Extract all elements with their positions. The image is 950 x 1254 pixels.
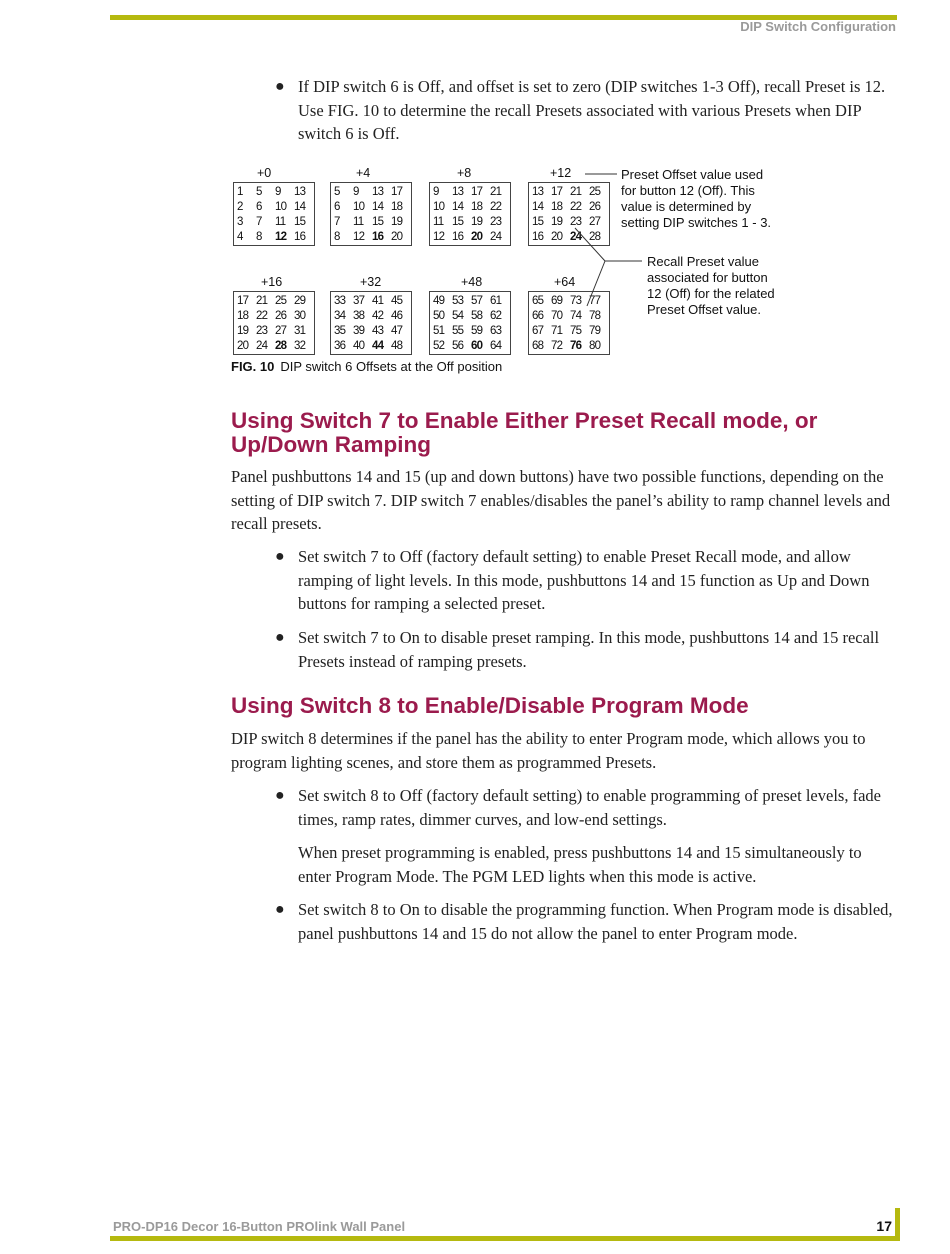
grid-cell: 53 [452, 295, 464, 307]
grid-cell: 24 [490, 231, 502, 243]
section8-bullet-1-note: When preset programming is enabled, press pushbuttons 14 and 15 simultaneously to enter Program Mode. The PGM LED lights when this mode is active. [298, 843, 862, 886]
bullet-icon: ● [275, 78, 285, 95]
grid-cell: 19 [237, 325, 249, 337]
grid-cell: 16 [452, 231, 464, 243]
grid-cell: 10 [433, 201, 445, 213]
grid-cell: 22 [490, 201, 502, 213]
grid-cell: 5 [256, 186, 262, 198]
offset-label: +32 [360, 275, 382, 289]
grid-cell: 70 [551, 310, 563, 322]
grid-cell: 66 [532, 310, 544, 322]
section8-bullet-2-text: Set switch 8 to On to disable the programming function. When Program mode is disabled, panel pushbuttons 14 and 15 do not allow the panel to enter Program mode. [298, 900, 893, 943]
grid-cell: 20 [471, 231, 483, 243]
grid-cell: 34 [334, 310, 346, 322]
grid-cell: 74 [570, 310, 582, 322]
offset-label: +4 [356, 166, 371, 180]
grid-cell: 59 [471, 325, 483, 337]
grid-cell: 33 [334, 295, 346, 307]
grid-cell: 31 [294, 325, 306, 337]
grid-cell: 11 [353, 216, 364, 228]
grid-cell: 68 [532, 340, 544, 352]
grid-cell: 51 [433, 325, 445, 337]
grid-cell: 71 [551, 325, 563, 337]
section8-bullet-1-text: Set switch 8 to Off (factory default setting) to enable programming of preset levels, fade times, ramp rates, dimmer curves, and low-end settings. [298, 786, 881, 829]
intro-bullet-text: If DIP switch 6 is Off, and offset is set to zero (DIP switches 1-3 Off), recall Preset is 12. Use FIG. 10 to determine the recall Presets associated with various Presets when DIP switch 6 is Off. [298, 77, 886, 143]
grid-cell: 56 [452, 340, 464, 352]
grid-cell: 75 [570, 325, 582, 337]
section7-bullet-1-text: Set switch 7 to Off (factory default setting) to enable Preset Recall mode, and allow ramping of light levels. In this mode, pushbuttons 14 and 15 function as Up and Down buttons for ramping a selected preset. [298, 547, 870, 613]
footer-title: PRO-DP16 Decor 16-Button PROlink Wall Panel [113, 1219, 406, 1234]
grid-cell: 41 [372, 295, 384, 307]
grid-cell: 77 [589, 295, 601, 307]
grid-cell: 24 [256, 340, 268, 352]
grid-cell: 13 [372, 186, 384, 198]
figure-caption-text: DIP switch 6 Offsets at the Off position [280, 359, 503, 374]
grid-cell: 9 [353, 186, 359, 198]
grid-cell: 15 [452, 216, 464, 228]
grid-cell: 18 [391, 201, 403, 213]
grid-cell: 24 [570, 231, 582, 243]
intro-bullet [275, 75, 900, 146]
offset-label: +8 [457, 166, 472, 180]
grid-cell: 16 [532, 231, 544, 243]
grid-cell: 62 [490, 310, 502, 322]
recall-pointer-bottom [587, 261, 605, 306]
grid-cell: 80 [589, 340, 601, 352]
section8-heading: Using Switch 8 to Enable/Disable Program Mode [231, 693, 749, 718]
grid-cell: 50 [433, 310, 445, 322]
grid-cell: 13 [532, 186, 544, 198]
figure-caption [231, 359, 502, 374]
grid-cell: 1 [237, 186, 243, 198]
grid-cell: 46 [391, 310, 403, 322]
grid-cell: 20 [551, 231, 563, 243]
grid-cell: 38 [353, 310, 365, 322]
grid-cell: 17 [471, 186, 483, 198]
grid-cell: 55 [452, 325, 464, 337]
grid-cell: 26 [589, 201, 601, 213]
recall-pointer-top [575, 228, 605, 261]
grid-cell: 4 [237, 231, 243, 243]
callout-recall: Recall Preset value associated for button 12 (Off) for the related Preset Offset value. [647, 254, 775, 317]
bullet-icon: ● [275, 629, 285, 646]
grid-cell: 15 [532, 216, 544, 228]
grid-cell: 18 [551, 201, 563, 213]
grid-cell: 39 [353, 325, 365, 337]
grid-cell: 21 [570, 186, 582, 198]
grid-cell: 18 [471, 201, 483, 213]
grid-cell: 63 [490, 325, 502, 337]
figure-caption-label: FIG. 10 [231, 359, 275, 374]
grid-cell: 28 [275, 340, 287, 352]
section7-bullet-1 [275, 545, 900, 616]
grid-cell: 58 [471, 310, 483, 322]
grid-cell: 61 [490, 295, 502, 307]
running-head: DIP Switch Configuration [740, 19, 896, 34]
bullet-icon: ● [275, 901, 285, 918]
grid-cell: 3 [237, 216, 243, 228]
grid-cell: 14 [294, 201, 306, 213]
grid-cell: 76 [570, 340, 582, 352]
offset-label: +16 [261, 275, 283, 289]
section8-bullet-1 [275, 784, 900, 831]
grid-cell: 27 [275, 325, 287, 337]
grid-cell: 13 [294, 186, 306, 198]
grid-cell: 64 [490, 340, 502, 352]
grid-cell: 12 [275, 231, 287, 243]
grid-cell: 48 [391, 340, 403, 352]
grid-cell: 13 [452, 186, 464, 198]
grid-cell: 40 [353, 340, 365, 352]
grid-cell: 12 [353, 231, 365, 243]
grid-cell: 11 [275, 216, 286, 228]
grid-cell: 23 [490, 216, 502, 228]
section7-body: Panel pushbuttons 14 and 15 (up and down buttons) have two possible functions, depending on the setting of DIP switch 7. DIP switch 7 enables/disables the panel’s ability to ramp channel levels and recall presets. [231, 467, 891, 533]
grid-cell: 25 [275, 295, 287, 307]
page-number: 17 [876, 1218, 892, 1234]
grid-cell: 65 [532, 295, 544, 307]
grid-cell: 36 [334, 340, 346, 352]
grid-cell: 14 [372, 201, 384, 213]
section7-bullet-2-text: Set switch 7 to On to disable preset ramping. In this mode, pushbuttons 14 and 15 recall Presets instead of ramping presets. [298, 628, 880, 671]
grid-cell: 22 [570, 201, 582, 213]
grid-cell: 37 [353, 295, 365, 307]
grid-cell: 21 [490, 186, 502, 198]
footer-rule [110, 1236, 900, 1241]
grid-cell: 14 [532, 201, 544, 213]
offset-label: +64 [554, 275, 576, 289]
grid-cell: 6 [334, 201, 340, 213]
grid-cell: 16 [294, 231, 306, 243]
offset-label: +0 [257, 166, 272, 180]
grid-cell: 47 [391, 325, 403, 337]
grid-cell: 67 [532, 325, 544, 337]
grid-cell: 15 [294, 216, 306, 228]
grid-cell: 2 [237, 201, 243, 213]
grid-cell: 17 [237, 295, 249, 307]
grid-cell: 9 [433, 186, 439, 198]
grid-cell: 78 [589, 310, 601, 322]
grid-cell: 23 [256, 325, 268, 337]
callout-offset: Preset Offset value used for button 12 (Off). This value is determined by setting DIP switches 1 - 3. [621, 167, 772, 230]
grid-cell: 73 [570, 295, 582, 307]
grid-cell: 9 [275, 186, 281, 198]
grid-cell: 26 [275, 310, 287, 322]
grid-cell: 49 [433, 295, 445, 307]
section7-heading: Using Switch 7 to Enable Either Preset Recall mode, or Up/Down Ramping [231, 408, 818, 457]
grid-cell: 12 [433, 231, 445, 243]
grid-cell: 18 [237, 310, 249, 322]
grid-cell: 43 [372, 325, 384, 337]
grid-cell: 19 [471, 216, 483, 228]
grid-cell: 45 [391, 295, 403, 307]
grid-cell: 8 [334, 231, 340, 243]
bullet-icon: ● [275, 548, 285, 565]
grid-cell: 29 [294, 295, 306, 307]
grid-cell: 20 [391, 231, 403, 243]
grid-cell: 15 [372, 216, 384, 228]
grid-cell: 25 [589, 186, 601, 198]
grid-cell: 20 [237, 340, 249, 352]
section7-bullet-2 [275, 626, 900, 673]
grid-cell: 10 [275, 201, 287, 213]
grid-cell: 17 [391, 186, 403, 198]
grid-cell: 57 [471, 295, 483, 307]
grid-cell: 7 [256, 216, 262, 228]
grid-cell: 16 [372, 231, 384, 243]
grid-cell: 79 [589, 325, 601, 337]
section8-bullet-2 [275, 898, 900, 945]
grid-cell: 32 [294, 340, 306, 352]
section8-body: DIP switch 8 determines if the panel has the ability to enter Program mode, which allows you to program lighting scenes, and store them as programmed Presets. [231, 729, 866, 772]
grid-cell: 35 [334, 325, 346, 337]
grid-cell: 22 [256, 310, 268, 322]
grid-cell: 44 [372, 340, 384, 352]
offset-label: +12 [550, 166, 572, 180]
grid-cell: 10 [353, 201, 365, 213]
grid-cell: 21 [256, 295, 268, 307]
grid-cell: 5 [334, 186, 340, 198]
grid-cell: 7 [334, 216, 340, 228]
bullet-icon: ● [275, 787, 285, 804]
grid-cell: 23 [570, 216, 582, 228]
grid-cell: 54 [452, 310, 464, 322]
grid-cell: 11 [433, 216, 444, 228]
grid-cell: 69 [551, 295, 563, 307]
grid-cell: 28 [589, 231, 601, 243]
offset-label: +48 [461, 275, 483, 289]
grid-cell: 17 [551, 186, 563, 198]
grid-cell: 19 [551, 216, 563, 228]
grid-cell: 52 [433, 340, 445, 352]
grid-cell: 8 [256, 231, 262, 243]
grid-cell: 6 [256, 201, 262, 213]
figure-10 [225, 160, 825, 380]
grid-cell: 30 [294, 310, 306, 322]
grid-cell: 27 [589, 216, 601, 228]
grid-cell: 60 [471, 340, 483, 352]
grid-cell: 42 [372, 310, 384, 322]
grid-cell: 72 [551, 340, 563, 352]
grid-cell: 19 [391, 216, 403, 228]
grid-cell: 14 [452, 201, 464, 213]
